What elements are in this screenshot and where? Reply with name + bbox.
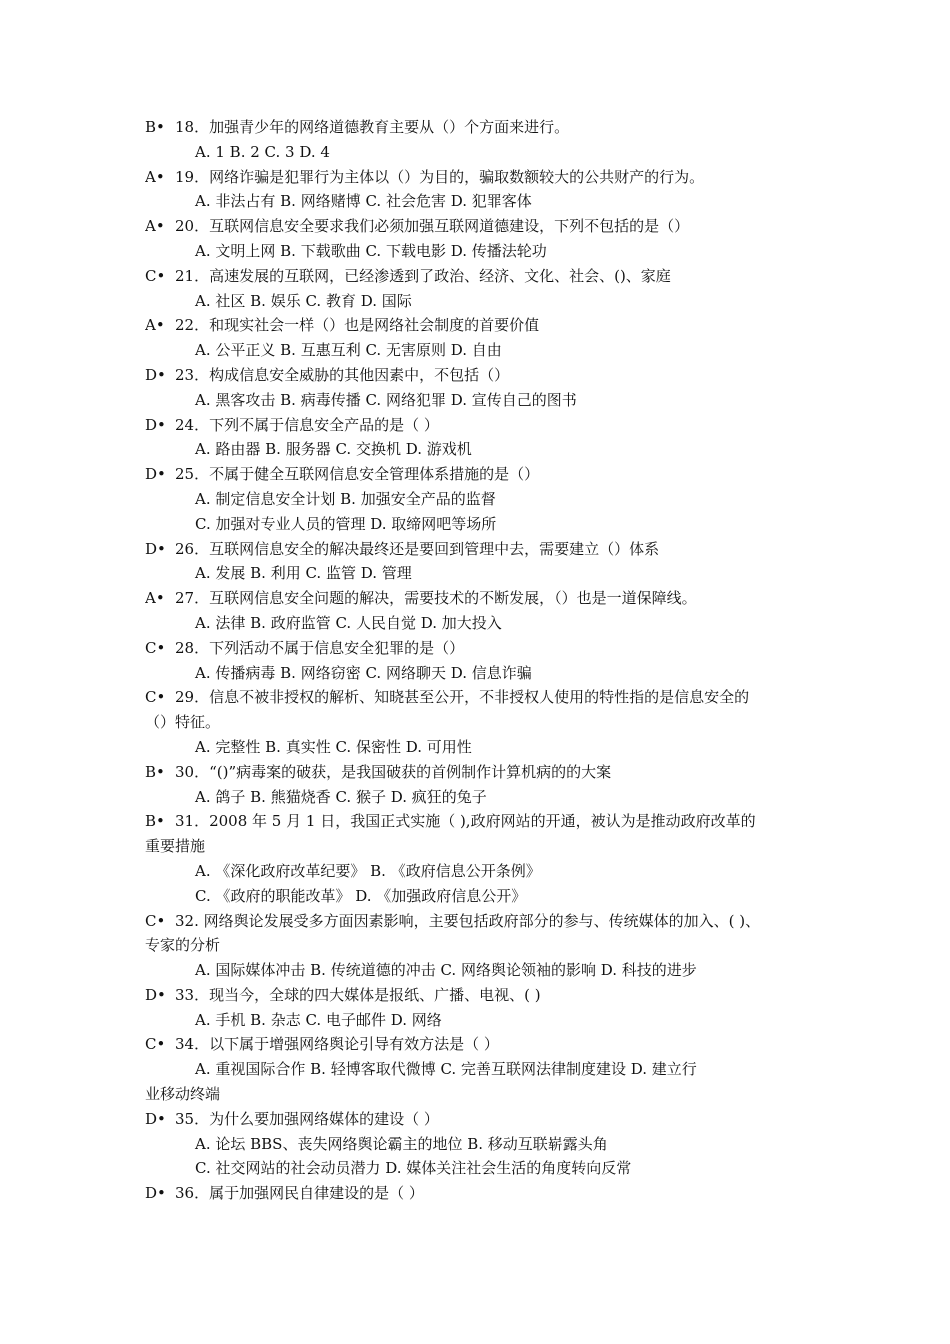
options-line: A. 路由器 B. 服务器 C. 交换机 D. 游戏机 — [195, 440, 472, 459]
question-text: 18．加强青少年的网络道德教育主要从（）个方面来进行。 — [175, 118, 570, 136]
question-text: 30．“()”病毒案的破获，是我国破获的首例制作计算机病的的大案 — [175, 762, 612, 781]
question-text: 28．下列活动不属于信息安全犯罪的是（） — [175, 638, 465, 657]
options-line: A. 制定信息安全计划 B. 加强安全产品的监督 — [195, 489, 496, 508]
question-line — [145, 636, 810, 661]
options-line: A. 非法占有 B. 网络赌博 C. 社会危害 D. 犯罪客体 — [195, 192, 532, 211]
answer-label: A• — [145, 167, 165, 186]
question-text-continued: 专家的分析 — [145, 936, 221, 955]
options-line: A. 公平正义 B. 互惠互利 C. 无害原则 D. 自由 — [195, 341, 502, 360]
question-list — [145, 115, 810, 1206]
options-line: A. 重视国际合作 B. 轻博客取代微博 C. 完善互联网法律制度建设 D. 建立行 — [195, 1060, 697, 1079]
options-line: A. 文明上网 B. 下载歌曲 C. 下载电影 D. 传播法轮功 — [195, 241, 547, 260]
question-line — [145, 760, 810, 785]
question-text: 27．互联网信息安全问题的解决，需要技术的不断发展，（）也是一道保障线。 — [175, 589, 697, 608]
question-line — [145, 983, 810, 1008]
options-line: A. 1 B. 2 C. 3 D. 4 — [195, 142, 330, 161]
answer-label: B• — [145, 762, 165, 781]
answer-label: A• — [145, 316, 165, 335]
question-line — [145, 165, 810, 190]
question-line — [145, 537, 810, 562]
answer-label: D• — [145, 985, 166, 1004]
question-line — [145, 586, 810, 611]
question-line — [145, 685, 810, 710]
question-text: 24．下列不属于信息安全产品的是（ ） — [175, 415, 439, 434]
question-line — [145, 413, 810, 438]
question-line — [145, 264, 810, 289]
question-text: 36．属于加强网民自律建设的是（ ） — [175, 1184, 424, 1203]
question-line — [145, 214, 810, 239]
options-line: A. 《深化政府改革纪要》 B. 《政府信息公开条例》 — [195, 861, 541, 880]
question-text: 23．构成信息安全威胁的其他因素中，不包括（） — [175, 365, 510, 384]
question-text: 20．互联网信息安全要求我们必须加强互联网道德建设，下列不包括的是（） — [175, 217, 690, 236]
answer-label: A• — [145, 217, 165, 236]
question-text: 31．2008 年 5 月 1 日，我国正式实施（ ),政府网站的开通，被认为是推动政府改革的 — [175, 812, 756, 831]
question-text: 25．不属于健全互联网信息安全管理体系措施的是（） — [175, 465, 540, 484]
question-line — [145, 1181, 810, 1206]
answer-label: C• — [145, 638, 166, 657]
answer-label: C• — [145, 266, 166, 285]
options-line: A. 国际媒体冲击 B. 传统道德的冲击 C. 网络舆论领袖的影响 D. 科技的进步 — [195, 961, 697, 980]
question-text: 22．和现实社会一样（）也是网络社会制度的首要价值 — [175, 316, 540, 335]
options-line: A. 论坛 BBS、丧失网络舆论霸主的地位 B. 移动互联崭露头角 — [195, 1134, 608, 1153]
options-line: A. 完整性 B. 真实性 C. 保密性 D. 可用性 — [195, 737, 472, 756]
answer-label: B• — [145, 812, 165, 831]
options-line: C. 《政府的职能改革》 D. 《加强政府信息公开》 — [195, 886, 527, 905]
question-line — [145, 313, 810, 338]
question-line — [145, 363, 810, 388]
question-line — [145, 1107, 810, 1132]
options-line: C. 社交网站的社会动员潜力 D. 媒体关注社会生活的角度转向反常 — [195, 1159, 632, 1178]
options-line: A. 黑客攻击 B. 病毒传播 C. 网络犯罪 D. 宣传自己的图书 — [195, 390, 577, 409]
question-text: 33．现当今，全球的四大媒体是报纸、广播、电视、( ) — [175, 985, 541, 1004]
answer-label: D• — [145, 1184, 166, 1203]
question-text-continued: （）特征。 — [145, 713, 221, 732]
question-line — [145, 115, 810, 140]
options-text-continued: 业移动终端 — [145, 1085, 221, 1104]
answer-label: C• — [145, 911, 166, 930]
answer-label: D• — [145, 415, 166, 434]
options-line: A. 手机 B. 杂志 C. 电子邮件 D. 网络 — [195, 1010, 442, 1029]
question-text: 26．互联网信息安全的解决最终还是要回到管理中去，需要建立（）体系 — [175, 539, 660, 558]
question-line — [145, 1032, 810, 1057]
options-line: A. 社区 B. 娱乐 C. 教育 D. 国际 — [195, 291, 412, 310]
question-text: 34．以下属于增强网络舆论引导有效方法是（ ） — [175, 1035, 499, 1054]
options-line: C. 加强对专业人员的管理 D. 取缔网吧等场所 — [195, 514, 497, 533]
question-text-continued: 重要措施 — [145, 837, 206, 856]
answer-label: D• — [145, 1109, 166, 1128]
question-line — [145, 809, 810, 834]
answer-label: A• — [145, 589, 165, 608]
options-line: A. 发展 B. 利用 C. 监管 D. 管理 — [195, 564, 412, 583]
options-line: A. 鸽子 B. 熊猫烧香 C. 猴子 D. 疯狂的兔子 — [195, 787, 487, 806]
answer-label: D• — [145, 539, 166, 558]
question-text: 19．网络诈骗是犯罪行为主体以（）为目的，骗取数额较大的公共财产的行为。 — [175, 167, 705, 186]
answer-label: C• — [145, 1035, 166, 1054]
options-line: A. 法律 B. 政府监管 C. 人民自觉 D. 加大投入 — [195, 613, 502, 632]
question-line — [145, 909, 810, 934]
question-text: 21．高速发展的互联网，已经渗透到了政治、经济、文化、社会、()、家庭 — [175, 266, 671, 285]
options-line: A. 传播病毒 B. 网络窃密 C. 网络聊天 D. 信息诈骗 — [195, 663, 532, 682]
question-text: 35．为什么要加强网络媒体的建设（ ） — [175, 1109, 439, 1128]
answer-label: C• — [145, 688, 166, 707]
question-text: 29．信息不被非授权的解析、知晓甚至公开，不非授权人使用的特性指的是信息安全的 — [175, 688, 750, 707]
question-line — [145, 462, 810, 487]
answer-label: B• — [145, 118, 165, 136]
answer-label: D• — [145, 365, 166, 384]
question-text: 32. 网络舆论发展受多方面因素影响，主要包括政府部分的参与、传统媒体的加入、( )、 — [175, 911, 761, 930]
answer-label: D• — [145, 465, 166, 484]
